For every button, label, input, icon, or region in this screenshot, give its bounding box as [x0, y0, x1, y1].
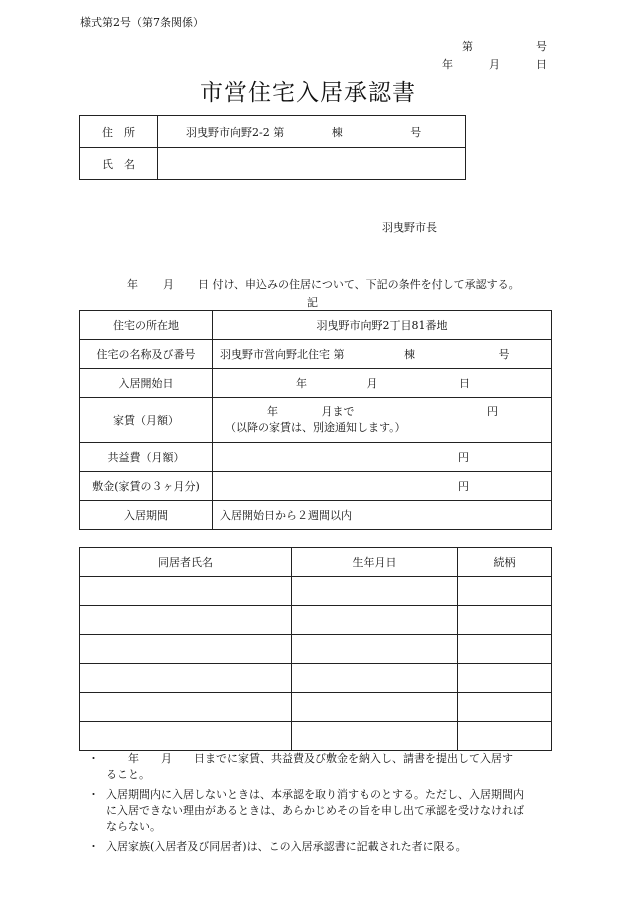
conditions-table [79, 310, 552, 530]
address-value: 羽曳野市向野2-2 第 [186, 125, 285, 139]
location-value: 羽曳野市向野2丁目81番地 [213, 311, 552, 340]
form-label: 様式第2号（第7条関係） [80, 16, 204, 29]
table-row [80, 635, 552, 664]
cohabitant-name [80, 664, 292, 693]
cohabitant-name [80, 635, 292, 664]
name-value [158, 148, 466, 180]
ki-mark: 記 [307, 296, 318, 309]
cohabitant-birthdate [292, 722, 458, 751]
page-title: 市営住宅入居承認書 [200, 80, 416, 106]
period-value: 入居開始日から２週間以内 [213, 501, 552, 530]
note-bullet: ・ [88, 840, 99, 853]
note-item [88, 751, 558, 783]
location-label: 住宅の所在地 [80, 311, 213, 340]
cohabitant-birthdate [292, 606, 458, 635]
date-day: 日 [536, 58, 547, 71]
cohabitant-relation [458, 722, 552, 751]
cohabitant-birthdate [292, 693, 458, 722]
housing-name-cell [213, 340, 552, 369]
note-line: 入居家族(入居者及び同居者)は、この入居承認書に記載された者に限る。 [106, 840, 467, 853]
name-label: 氏 名 [80, 148, 158, 180]
address-to: 棟 [331, 125, 343, 139]
address-label: 住 所 [80, 116, 158, 148]
start-month: 月 [366, 377, 378, 390]
rent-until: 月まで [321, 405, 355, 418]
housing-name-value: 羽曳野市営向野北住宅 第 [220, 348, 345, 361]
number-go: 号 [536, 40, 547, 53]
date-year: 年 [442, 58, 453, 71]
note-bullet: ・ [88, 788, 99, 801]
cohabitant-relation-header: 続柄 [458, 548, 552, 577]
note-line: 年 月 日までに家賃、共益費及び敷金を納入し、請書を提出して入居す [106, 752, 513, 765]
applicant-table [79, 115, 466, 180]
cohabitant-relation [458, 635, 552, 664]
cohabitant-birthdate [292, 664, 458, 693]
cohabitant-table [79, 547, 552, 751]
cohabitant-relation [458, 664, 552, 693]
cohabitant-name [80, 722, 292, 751]
approval-month: 月 [163, 278, 174, 291]
address-go: 号 [410, 125, 422, 139]
note-line: 入居期間内に入居しないときは、本承認を取り消すものとする。ただし、入居期間内 [106, 788, 524, 801]
start-day: 日 [459, 377, 470, 390]
housing-name-label: 住宅の名称及び番号 [80, 340, 213, 369]
table-row [80, 606, 552, 635]
cohabitant-birthdate-header: 生年月日 [292, 548, 458, 577]
deposit-label: 敷金(家賃の３ヶ月分) [80, 472, 213, 501]
housing-to: 棟 [404, 348, 415, 361]
table-row [80, 722, 552, 751]
cohabitant-birthdate [292, 635, 458, 664]
cohabitant-name-header: 同居者氏名 [80, 548, 292, 577]
note-line: ること。 [106, 768, 150, 781]
deposit-yen: 円 [213, 472, 552, 501]
number-dai: 第 [462, 40, 473, 53]
note-line: ならない。 [106, 820, 161, 833]
start-label: 入居開始日 [80, 369, 213, 398]
cohabitant-name [80, 693, 292, 722]
period-label: 入居期間 [80, 501, 213, 530]
table-row [80, 664, 552, 693]
note-item [88, 787, 558, 835]
start-cell [213, 369, 552, 398]
rent-cell [213, 398, 552, 443]
common-yen: 円 [213, 443, 552, 472]
approval-year: 年 [127, 278, 138, 291]
cohabitant-relation [458, 693, 552, 722]
date-month: 月 [489, 58, 500, 71]
address-cell [158, 116, 466, 148]
cohabitant-relation [458, 606, 552, 635]
note-item [88, 839, 558, 855]
housing-go: 号 [498, 348, 510, 361]
notes-list [88, 751, 558, 859]
rent-label: 家賃（月額） [80, 398, 213, 443]
issuer: 羽曳野市長 [382, 221, 437, 234]
rent-yen: 円 [487, 405, 498, 418]
cohabitant-name [80, 606, 292, 635]
approval-rest: 日 付け、申込みの住居について、下記の条件を付して承認する。 [198, 278, 520, 291]
table-row [80, 693, 552, 722]
rent-note: （以降の家賃は、別途通知します。） [225, 421, 406, 434]
cohabitant-name [80, 577, 292, 606]
start-year: 年 [296, 377, 307, 390]
table-row [80, 577, 552, 606]
common-label: 共益費（月額） [80, 443, 213, 472]
cohabitant-birthdate [292, 577, 458, 606]
note-line: に入居できない理由があるときは、あらかじめその旨を申し出て承認を受けなければ [106, 804, 524, 817]
cohabitant-relation [458, 577, 552, 606]
rent-year: 年 [267, 405, 278, 418]
note-bullet: ・ [88, 752, 99, 765]
